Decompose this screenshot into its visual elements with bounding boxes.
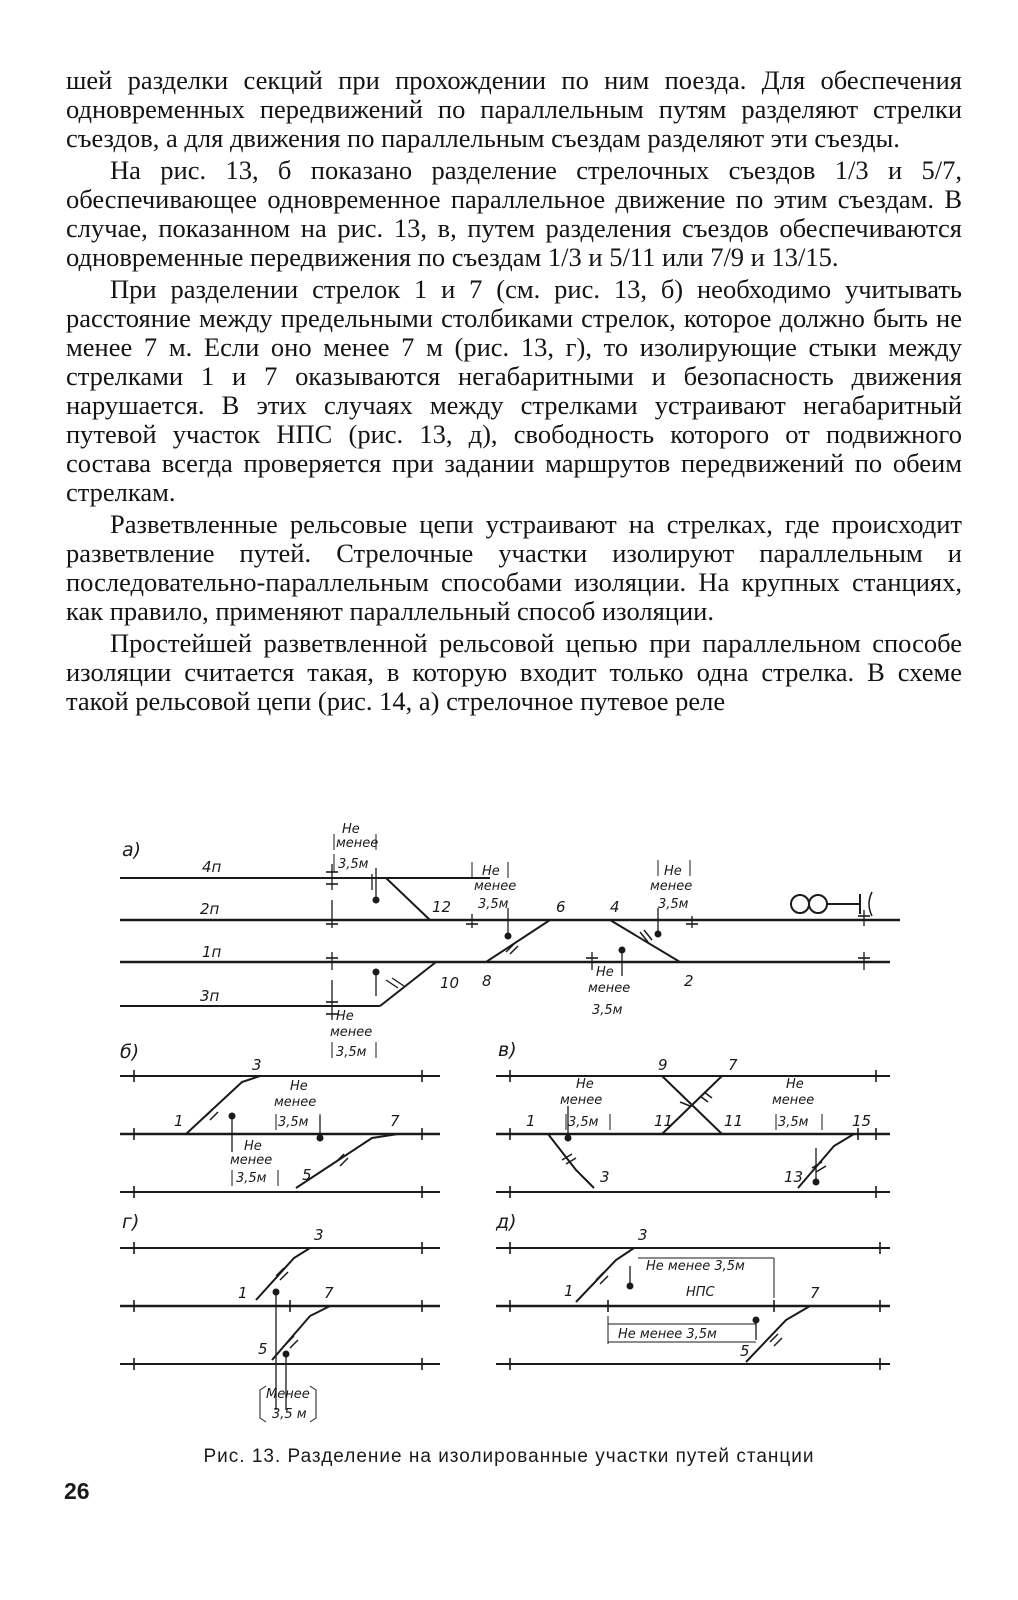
dimension-label: Не менее 3,5м: [646, 1259, 745, 1274]
track-diagram-figure: [110, 820, 910, 1430]
dimension-label: 3,5м: [478, 897, 509, 912]
dimension-label: Не: [290, 1079, 308, 1094]
switch-crossover: [186, 1076, 260, 1134]
switch-number: 1: [564, 1282, 574, 1300]
insulating-joint: [286, 1336, 294, 1344]
switch-number: 3: [252, 1056, 262, 1074]
fouling-point: [655, 931, 662, 938]
switch-crossover: [256, 1248, 310, 1300]
dimension-label: Не: [342, 822, 360, 837]
dimension-label: Не: [482, 864, 500, 879]
fouling-point: [753, 1317, 760, 1324]
track-label: 1п: [202, 943, 222, 961]
switch-number: 6: [556, 898, 566, 916]
switch-number: 7: [810, 1284, 820, 1302]
fouling-point: [627, 1283, 634, 1290]
dimension-label: 3,5 м: [272, 1407, 307, 1422]
paragraph: При разделении стрелок 1 и 7 (см. рис. 13, б) необходимо учитывать расстояние между предельными столбиками стрелок, которое должно быть не менее 7 м. Если оно менее 7 м (рис. 13, г), то изолирующие стыки между стрелками 1 и 7 оказываются негабаритными и безопасность движения нарушается. В этих случаях между стрелками устраивают негабаритный путевой участок НПС (рис. 13, д), свободность которого от подвижного состава всегда проверяется при задании маршрутов передвижений по обеим стрелкам.: [66, 274, 962, 507]
switch-crossover: [798, 1134, 854, 1188]
panel-g: [120, 1211, 440, 1422]
track-label: 3п: [200, 987, 220, 1005]
dimension-label: менее: [650, 879, 693, 894]
switch-number: 1: [238, 1284, 248, 1302]
fouling-point: [565, 1135, 572, 1142]
dimension-label: менее: [588, 981, 631, 996]
dimension-label: Не: [786, 1077, 804, 1092]
switch-crossover: [272, 1306, 330, 1360]
insulating-joint: [704, 1092, 712, 1098]
dimension-label: 3,5м: [778, 1115, 809, 1130]
dimension-label: менее: [336, 836, 379, 851]
dimension-label: Не: [664, 864, 682, 879]
dimension-label: Менее: [266, 1387, 310, 1402]
switch-number: 11: [724, 1112, 744, 1130]
paragraph: шей разделки секций при прохождении по ним поезда. Для обеспечения одновременных передвижений по параллельным путям разделяют стрелки съездов, а для движения по параллельным съездам разделяют эти съезды.: [66, 65, 962, 153]
switch-number: 13: [784, 1168, 804, 1186]
switch-crossover: [610, 920, 680, 962]
body-text: [66, 66, 962, 719]
dimension-label: Не: [336, 1009, 354, 1024]
panel-v: [496, 1039, 890, 1198]
switch-crossover: [386, 878, 430, 920]
dimension-label: менее: [330, 1025, 373, 1040]
fouling-point: [505, 933, 512, 940]
nps-label: НПС: [686, 1285, 715, 1300]
switch-number: 12: [432, 898, 452, 916]
fouling-point: [229, 1113, 236, 1120]
insulating-joint: [816, 1166, 826, 1172]
insulating-joint: [774, 1338, 782, 1346]
switch-number: 7: [728, 1056, 738, 1074]
switch-number: 8: [482, 972, 492, 990]
track-label: 4п: [202, 858, 222, 876]
page-number: 26: [64, 1478, 90, 1504]
panel-label-b: б): [120, 1041, 140, 1063]
figure-caption: Рис. 13. Разделение на изолированные участки путей станции: [203, 1446, 815, 1467]
dimension-label: менее: [560, 1093, 603, 1108]
switch-number: 3: [638, 1226, 648, 1244]
dimension-label: Не: [596, 965, 614, 980]
panel-label-a: а): [122, 839, 142, 861]
track-label: 2п: [200, 900, 220, 918]
dimension-label: Не: [576, 1077, 594, 1092]
insulating-joint: [596, 1272, 604, 1280]
signal-icon: [791, 892, 872, 916]
track-diagram: [110, 820, 910, 1430]
insulating-joint: [210, 1112, 218, 1120]
panel-label-v: в): [498, 1039, 517, 1061]
switch-crossover: [486, 920, 550, 962]
switch-number: 3: [314, 1226, 324, 1244]
panel-b: [120, 1041, 440, 1198]
panel-d: [495, 1211, 890, 1370]
switch-number: 10: [440, 974, 460, 992]
dimension-label: менее: [230, 1153, 273, 1168]
dimension-label: 3,5м: [336, 1045, 367, 1060]
panel-label-g: г): [122, 1211, 140, 1233]
dimension-label: Не: [244, 1139, 262, 1154]
dimension-label: менее: [772, 1093, 815, 1108]
dimension-label: 3,5м: [338, 857, 369, 872]
dimension-label: 3,5м: [592, 1003, 623, 1018]
switch-number: 7: [390, 1112, 400, 1130]
paragraph: Простейшей разветвленной рельсовой цепью при параллельном способе изоляции считается такая, в которую входит только одна стрелка. В схеме такой рельсовой цепи (рис. 14, а) стрелочное путевое реле: [66, 628, 962, 716]
switch-number: 5: [302, 1166, 312, 1184]
panel-label-d: д): [496, 1211, 517, 1233]
dimension-label: 3,5м: [658, 897, 689, 912]
switch-number: 3: [600, 1168, 610, 1186]
paragraph: Разветвленные рельсовые цепи устраивают на стрелках, где происходит разветвление путей. Стрелочные участки изолируют параллельным и последовательно-параллельным способами изоляции. На крупных станциях, как правило, применяют параллельный способ изоляции.: [66, 509, 962, 626]
insulating-joint: [290, 1340, 298, 1348]
dimension-label: менее: [274, 1095, 317, 1110]
dimension-label: 3,5м: [278, 1115, 309, 1130]
fouling-point: [317, 1135, 324, 1142]
fouling-point: [813, 1179, 820, 1186]
switch-number: 9: [658, 1056, 668, 1074]
fouling-point: [373, 897, 380, 904]
switch-number: 5: [740, 1342, 750, 1360]
insulating-joint: [700, 1096, 708, 1102]
dimension-label: менее: [474, 879, 517, 894]
panel-a: [120, 822, 900, 1060]
fouling-point: [619, 947, 626, 954]
switch-crossover: [380, 962, 436, 1006]
switch-number: 11: [654, 1112, 674, 1130]
switch-number: 7: [324, 1284, 334, 1302]
switch-crossover: [576, 1248, 634, 1302]
switch-number: 4: [610, 898, 620, 916]
paragraph: На рис. 13, б показано разделение стрелочных съездов 1/3 и 5/7, обеспечивающее одновременное параллельное движение по этим съездам. В случае, показанном на рис. 13, в, путем разделения съездов обеспечиваются одновременные передвижения по съездам 1/3 и 5/11 или 7/9 и 13/15.: [66, 155, 962, 272]
insulating-joint: [600, 1276, 608, 1284]
switch-number: 1: [526, 1112, 536, 1130]
dimension-label: 3,5м: [568, 1115, 599, 1130]
fouling-point: [373, 969, 380, 976]
switch-number: 1: [174, 1112, 184, 1130]
dimension-label: Не менее 3,5м: [618, 1327, 717, 1342]
switch-number: 5: [258, 1340, 268, 1358]
switch-number: 15: [852, 1112, 872, 1130]
dimension-label: 3,5м: [236, 1171, 267, 1186]
switch-number: 2: [684, 972, 694, 990]
dimension-bracket: [310, 1386, 316, 1422]
insulating-joint: [206, 1108, 214, 1116]
